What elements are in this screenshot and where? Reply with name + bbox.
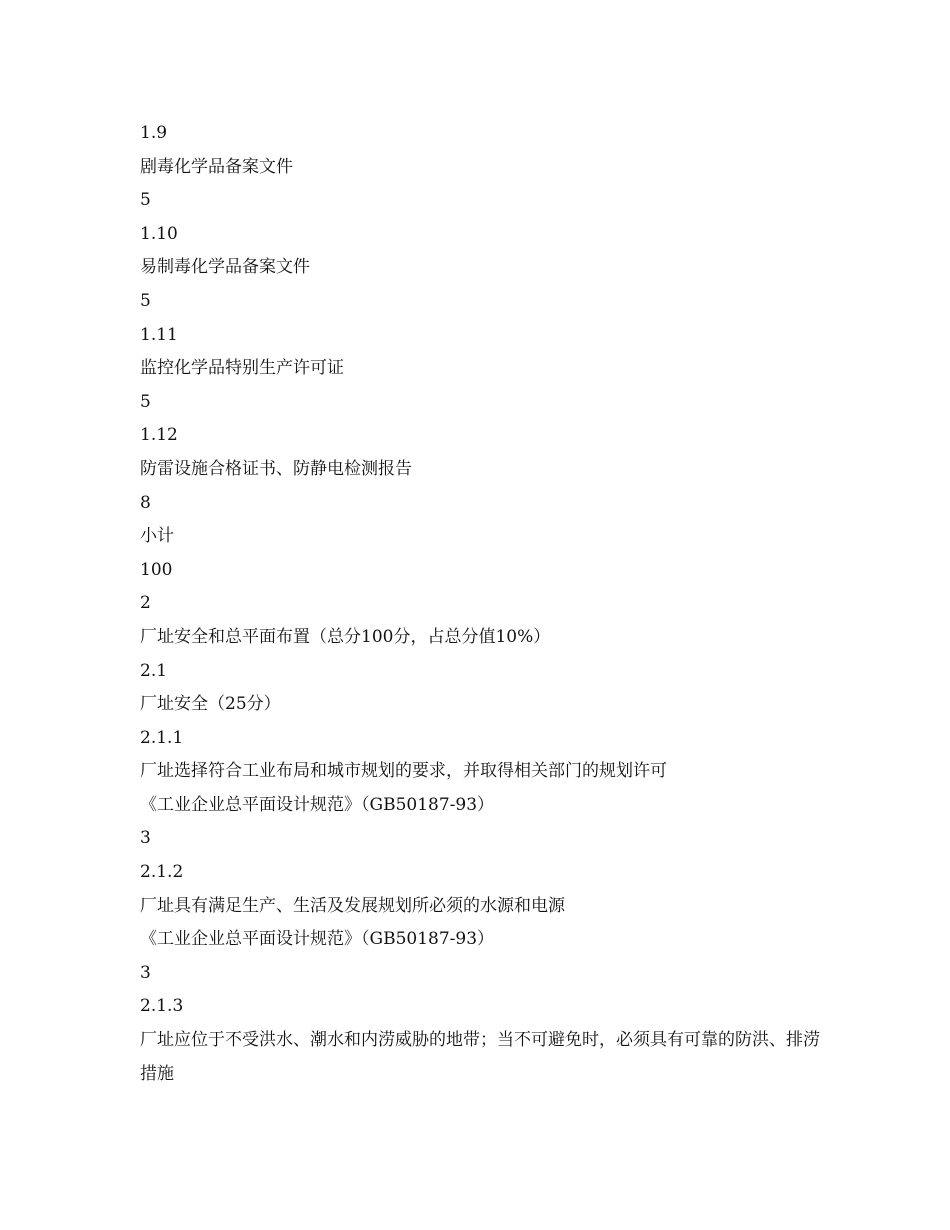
item-number: 1.11 (140, 324, 178, 345)
section-title: 厂址安全和总平面布置（总分100分，占总分值10%） (140, 626, 551, 647)
subtotal-score: 100 (140, 559, 173, 580)
document-body (140, 117, 830, 1091)
item-score: 5 (140, 190, 151, 211)
item-number: 2.1.2 (140, 862, 184, 883)
item-requirement: 厂址选择符合工业布局和城市规划的要求，并取得相关部门的规划许可 (140, 761, 667, 782)
item-reference: 《工业企业总平面设计规范》（GB50187-93） (140, 794, 495, 815)
item-number: 1.10 (140, 223, 178, 244)
item-number: 1.9 (140, 123, 168, 143)
item-title: 监控化学品特别生产许可证 (140, 358, 344, 379)
item-reference: 《工业企业总平面设计规范》（GB50187-93） (140, 929, 495, 950)
item-title: 防雷设施合格证书、防静电检测报告 (140, 458, 412, 479)
item-requirement: 厂址应位于不受洪水、潮水和内涝威胁的地带；当不可避免时，必须具有可靠的防洪、排涝措施 (140, 1030, 820, 1084)
item-score: 5 (140, 391, 151, 412)
item-score: 5 (140, 290, 151, 311)
item-number: 2.1.1 (140, 727, 184, 748)
item-score: 8 (140, 492, 151, 513)
subtotal-label: 小计 (140, 526, 174, 547)
item-title: 易制毒化学品备案文件 (140, 257, 310, 278)
item-requirement: 厂址具有满足生产、生活及发展规划所必须的水源和电源 (140, 895, 565, 916)
subsection-number: 2.1 (140, 660, 168, 681)
item-title: 剧毒化学品备案文件 (140, 156, 293, 177)
section-number: 2 (140, 593, 151, 614)
subsection-title: 厂址安全（25分） (140, 694, 281, 715)
item-score: 3 (140, 962, 151, 983)
item-number: 2.1.3 (140, 996, 184, 1017)
item-score: 3 (140, 828, 151, 849)
item-number: 1.12 (140, 425, 178, 446)
